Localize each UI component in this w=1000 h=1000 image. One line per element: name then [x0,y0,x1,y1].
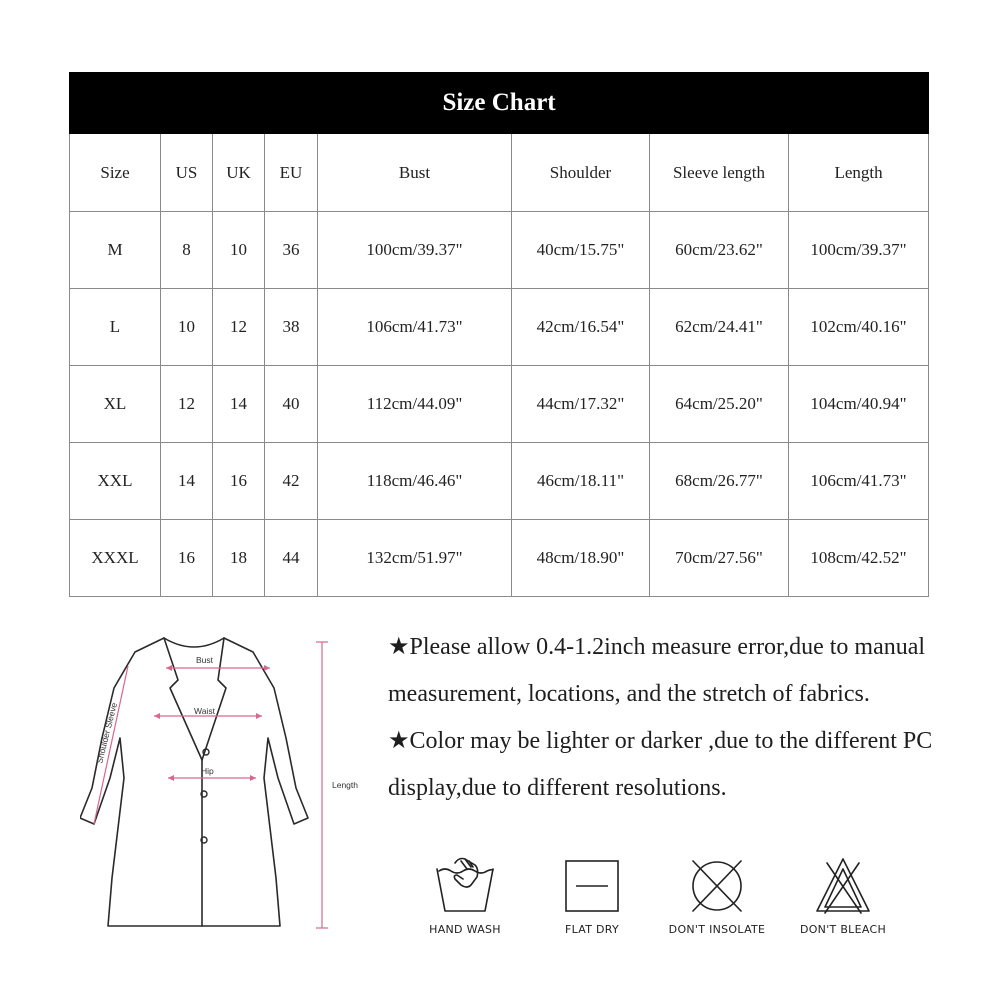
flat-dry-icon [560,855,624,915]
table-row [70,520,929,597]
table-row [70,212,929,289]
table-cell: 70cm/27.56" [650,520,789,597]
table-cell: 14 [161,443,213,520]
column-header: Bust [318,134,512,212]
table-cell: 10 [161,289,213,366]
flat-dry-label: FLAT DRY [564,923,620,936]
size-chart-table [69,72,929,597]
column-header: Sleeve length [650,134,789,212]
table-cell: 44 [265,520,318,597]
hip-label: Hip [201,766,214,776]
table-cell: 38 [265,289,318,366]
table-cell: 132cm/51.97" [318,520,512,597]
table-cell: 12 [213,289,265,366]
table-cell: XXL [70,443,161,520]
table-cell: 42 [265,443,318,520]
table-cell: 14 [213,366,265,443]
column-header: US [161,134,213,212]
table-cell: 36 [265,212,318,289]
table-cell: 112cm/44.09" [318,366,512,443]
care-item-dont-bleach [788,855,898,936]
table-cell: 18 [213,520,265,597]
note-color-difference: ★Color may be lighter or darker ,due to the different PC display,due to different resolutions. [388,728,933,801]
column-header: Shoulder [512,134,650,212]
care-item-dont-insolate [662,855,772,936]
note-measure-error: ★Please allow 0.4-1.2inch measure error,due to manual measurement, locations, and the stretch of fabrics. [388,634,926,707]
hand-wash-label: HAND WASH [429,923,501,936]
table-cell: 12 [161,366,213,443]
waist-label: Waist [194,706,215,716]
table-cell: 100cm/39.37" [318,212,512,289]
table-cell: 108cm/42.52" [789,520,929,597]
bust-label: Bust [196,655,214,665]
size-chart-title: Size Chart [70,73,929,134]
table-cell: 44cm/17.32" [512,366,650,443]
table-cell: 104cm/40.94" [789,366,929,443]
table-cell: 48cm/18.90" [512,520,650,597]
dont-bleach-label: DON'T BLEACH [799,923,887,936]
table-cell: 46cm/18.11" [512,443,650,520]
length-label: Length [332,780,358,790]
coat-measurement-diagram [80,628,370,938]
column-header: Length [789,134,929,212]
table-cell: XXXL [70,520,161,597]
care-instructions [410,855,910,955]
measurement-notes [388,624,948,812]
table-cell: 106cm/41.73" [789,443,929,520]
shoulder-sleeve-label: Shoulder Sleeve [94,701,120,765]
table-cell: 102cm/40.16" [789,289,929,366]
care-item-flat-dry [537,855,647,936]
table-cell: XL [70,366,161,443]
table-cell: 10 [213,212,265,289]
table-cell: 16 [161,520,213,597]
dont-bleach-icon [811,855,875,915]
table-cell: M [70,212,161,289]
care-item-hand-wash [410,855,520,936]
table-cell: 40cm/15.75" [512,212,650,289]
column-header: EU [265,134,318,212]
table-cell: 16 [213,443,265,520]
table-cell: L [70,289,161,366]
hand-wash-icon [433,855,497,915]
dont-insolate-label: DON'T INSOLATE [668,923,766,936]
table-row [70,366,929,443]
table-cell: 60cm/23.62" [650,212,789,289]
table-cell: 42cm/16.54" [512,289,650,366]
table-row [70,443,929,520]
table-cell: 40 [265,366,318,443]
table-cell: 68cm/26.77" [650,443,789,520]
coat-outline-icon [80,628,370,938]
column-header: Size [70,134,161,212]
table-cell: 8 [161,212,213,289]
table-header-row [70,134,929,212]
table-cell: 62cm/24.41" [650,289,789,366]
dont-insolate-icon [685,855,749,915]
column-header: UK [213,134,265,212]
table-cell: 64cm/25.20" [650,366,789,443]
table-row [70,289,929,366]
table-cell: 118cm/46.46" [318,443,512,520]
table-cell: 106cm/41.73" [318,289,512,366]
table-cell: 100cm/39.37" [789,212,929,289]
